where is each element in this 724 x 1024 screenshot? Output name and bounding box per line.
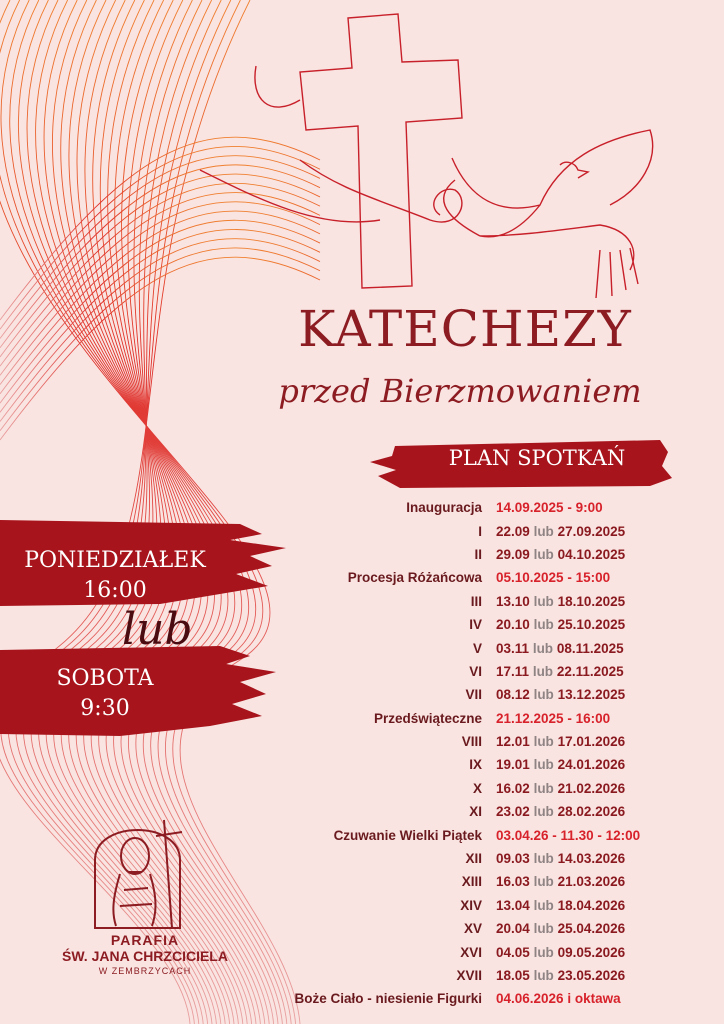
schedule-or-label: lub xyxy=(533,968,554,983)
schedule-row xyxy=(250,636,690,659)
parish-line3: W ZEMBRZYCACH xyxy=(98,966,192,976)
schedule-date-part: 03.11 xyxy=(496,640,530,656)
schedule-row-date xyxy=(496,945,625,960)
schedule-row-date xyxy=(496,617,625,632)
schedule-or-label: lub xyxy=(533,593,554,609)
schedule-date-part: 27.09.2025 xyxy=(557,523,626,539)
schedule-or-label: lub xyxy=(532,640,554,656)
schedule-or-label: lub xyxy=(533,734,554,750)
schedule-row-label: Boże Ciało - niesienie Figurki xyxy=(294,991,482,1007)
schedule-date-part: 08.12 xyxy=(496,687,530,703)
schedule-date-part: 09.03 xyxy=(496,851,530,867)
schedule-row-date xyxy=(496,524,625,539)
schedule-row-label: IV xyxy=(469,617,482,633)
schedule-row xyxy=(250,496,690,519)
schedule-date-part: 12.01 xyxy=(496,734,530,750)
schedule-or-label: lub xyxy=(533,944,554,960)
schedule-row xyxy=(250,753,690,776)
schedule-row-label: XIII xyxy=(461,874,482,890)
schedule-row xyxy=(250,519,690,542)
schedule-date-part: 17.01.2026 xyxy=(557,734,626,750)
schedule-row-date xyxy=(496,921,625,936)
schedule-row-date: 04.06.2026 i oktawa xyxy=(496,991,621,1007)
schedule-row-date: 05.10.2025 - 15:00 xyxy=(496,570,611,586)
schedule-row-label: XV xyxy=(463,921,482,937)
schedule-or-label: lub xyxy=(533,874,554,890)
schedule-row-date: 03.04.26 - 11.30 - 12:00 xyxy=(496,827,641,843)
schedule-row-label: I xyxy=(478,523,482,539)
schedule-row xyxy=(250,870,690,893)
schedule-row-label: X xyxy=(472,780,482,796)
schedule-or-label: lub xyxy=(533,523,554,539)
parish-line2: ŚW. JANA CHRZCICIELA xyxy=(62,948,228,964)
saint-john-logo-icon xyxy=(95,820,182,928)
schedule-row xyxy=(250,590,690,613)
schedule-date-part: 17.11 xyxy=(496,663,530,679)
schedule-row-date xyxy=(496,851,625,866)
schedule-or-label: lub xyxy=(533,804,554,820)
day1-name: PONIEDZIAŁEK xyxy=(24,548,206,573)
schedule-date-part: 04.05 xyxy=(496,944,530,960)
schedule-date-part: 13.12.2025 xyxy=(557,687,626,703)
schedule-date-part: 21.03.2026 xyxy=(557,874,626,890)
schedule-or-label: lub xyxy=(533,897,554,913)
day2-name: SOBOTA xyxy=(56,666,154,691)
schedule-row-label: VI xyxy=(469,663,482,679)
schedule-date-part: 13.04 xyxy=(496,897,530,913)
parish-line1: PARAFIA xyxy=(110,932,180,948)
schedule-or-label: lub xyxy=(533,851,554,867)
cross-icon xyxy=(200,14,462,288)
schedule-row-date xyxy=(496,664,624,679)
schedule-date-part: 22.11.2025 xyxy=(556,663,624,679)
schedule-row-date xyxy=(496,968,625,983)
schedule-date-part: 23.02 xyxy=(496,804,530,820)
schedule-row-label: II xyxy=(474,546,482,562)
page-title: KATECHEZY xyxy=(298,300,632,358)
day1-block xyxy=(10,546,220,606)
schedule-date-part: 18.05 xyxy=(496,968,530,983)
schedule-row-label: III xyxy=(470,593,482,609)
schedule-row-date xyxy=(496,687,625,702)
schedule-row xyxy=(250,823,690,846)
schedule-or-label: lub xyxy=(533,780,554,796)
schedule-row xyxy=(250,683,690,706)
schedule-row-date xyxy=(496,757,625,772)
schedule-or-label: lub xyxy=(532,663,554,679)
schedule-row-label: XVI xyxy=(460,944,482,960)
schedule-date-part: 28.02.2026 xyxy=(557,804,626,820)
schedule-date-part: 16.02 xyxy=(496,780,530,796)
schedule-date-part: 08.11.2025 xyxy=(556,640,624,656)
schedule-row xyxy=(250,987,690,1010)
schedule-or-label: lub xyxy=(533,617,554,633)
schedule-row xyxy=(250,730,690,753)
schedule-row xyxy=(250,660,690,683)
parish-block xyxy=(60,932,230,976)
schedule-date-part: 20.10 xyxy=(496,617,530,633)
schedule-row-date xyxy=(496,734,625,749)
dove-icon xyxy=(444,130,653,298)
schedule-row-label: VII xyxy=(465,687,482,703)
schedule-row-label: Przedświąteczne xyxy=(373,710,482,726)
schedule-date-part: 18.10.2025 xyxy=(557,593,626,609)
schedule-date-part: 09.05.2026 xyxy=(557,944,626,960)
schedule-or-label: lub xyxy=(533,546,554,562)
schedule-row-label: Inauguracja xyxy=(406,500,482,516)
schedule-row xyxy=(250,917,690,940)
schedule-row-date xyxy=(496,594,625,609)
schedule-date-part: 23.05.2026 xyxy=(557,968,626,983)
schedule-row-label: IX xyxy=(469,757,482,773)
day1-time: 16:00 xyxy=(83,578,147,603)
day2-block xyxy=(20,664,190,724)
schedule-date-part: 16.03 xyxy=(496,874,530,890)
schedule-list xyxy=(250,496,690,1011)
schedule-date-part: 25.10.2025 xyxy=(557,617,626,633)
schedule-row xyxy=(250,940,690,963)
plan-label: PLAN SPOTKAŃ xyxy=(448,446,626,470)
schedule-row-label: XIV xyxy=(460,897,482,913)
schedule-date-part: 18.04.2026 xyxy=(557,897,626,913)
schedule-row-label: V xyxy=(472,640,482,656)
schedule-row xyxy=(250,964,690,987)
schedule-date-part: 29.09 xyxy=(496,546,530,562)
schedule-row xyxy=(250,847,690,870)
day2-time: 9:30 xyxy=(80,696,130,721)
schedule-row-date xyxy=(496,874,625,889)
schedule-date-part: 20.04 xyxy=(496,921,530,937)
schedule-row xyxy=(250,777,690,800)
schedule-date-part: 25.04.2026 xyxy=(557,921,626,937)
schedule-row-date: 21.12.2025 - 16:00 xyxy=(496,710,611,726)
schedule-row xyxy=(250,894,690,917)
schedule-row-label: XI xyxy=(469,804,482,820)
schedule-or-label: lub xyxy=(533,921,554,937)
schedule-row-date xyxy=(496,641,624,656)
schedule-row-date xyxy=(496,898,625,913)
schedule-row-label: XVII xyxy=(456,968,482,983)
page-subtitle: przed Bierzmowaniem xyxy=(278,372,642,410)
schedule-row-label: VIII xyxy=(461,734,482,750)
schedule-row xyxy=(250,543,690,566)
schedule-row xyxy=(250,613,690,636)
schedule-date-part: 24.01.2026 xyxy=(557,757,626,773)
schedule-row-label: Procesja Różańcowa xyxy=(347,570,482,586)
schedule-row-label: Czuwanie Wielki Piątek xyxy=(333,827,482,843)
schedule-row-date xyxy=(496,804,625,819)
schedule-date-part: 22.09 xyxy=(496,523,530,539)
schedule-date-part: 19.01 xyxy=(496,757,530,773)
schedule-row xyxy=(250,800,690,823)
schedule-row xyxy=(250,566,690,589)
schedule-row-label: XII xyxy=(465,851,482,867)
schedule-row-date xyxy=(496,547,625,562)
or-label: lub xyxy=(122,604,193,655)
schedule-date-part: 13.10 xyxy=(496,593,530,609)
schedule-row-date xyxy=(496,781,625,796)
schedule-row-date: 14.09.2025 - 9:00 xyxy=(496,500,603,516)
schedule-date-part: 14.03.2026 xyxy=(557,851,626,867)
schedule-row xyxy=(250,707,690,730)
schedule-or-label: lub xyxy=(533,757,554,773)
schedule-date-part: 21.02.2026 xyxy=(557,780,626,796)
schedule-or-label: lub xyxy=(533,687,554,703)
schedule-date-part: 04.10.2025 xyxy=(557,546,626,562)
